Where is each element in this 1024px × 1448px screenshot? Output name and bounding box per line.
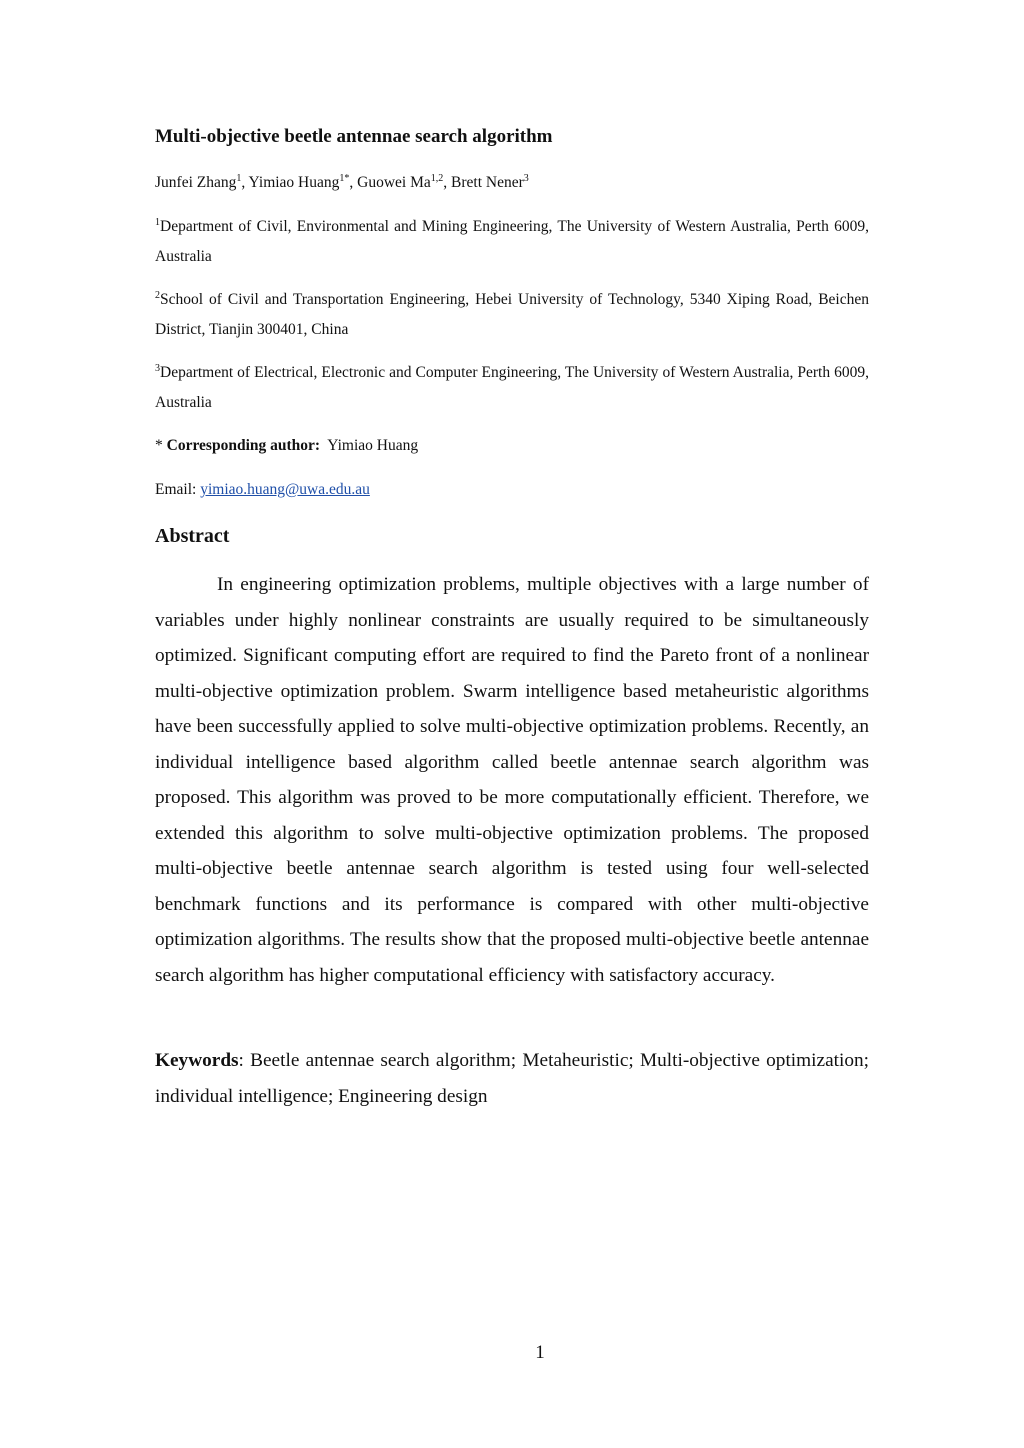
author-affiliation-marker: 1 xyxy=(236,173,242,184)
abstract-heading: Abstract xyxy=(155,525,230,547)
corresponding-name: Yimiao Huang xyxy=(327,437,419,454)
affiliation-number: 3 xyxy=(155,363,160,374)
author-separator: , xyxy=(349,174,358,191)
paper-title: Multi-objective beetle antennae search algorithm xyxy=(155,126,553,147)
author-separator: , xyxy=(241,174,249,191)
author-affiliation-marker: 1* xyxy=(339,173,350,184)
keywords-text: : Beetle antennae search algorithm; Metaheuristic; Multi-objective optimization; individual intelligence; Engineering design xyxy=(155,1050,869,1107)
email-link[interactable]: yimiao.huang@uwa.edu.au xyxy=(200,481,370,498)
email-label: Email: xyxy=(155,481,201,498)
author-name: Junfei Zhang xyxy=(155,174,237,191)
author-name: Guowei Ma xyxy=(357,174,431,191)
corresponding-marker: * xyxy=(155,437,167,454)
author-list xyxy=(155,171,869,195)
paper-page xyxy=(155,0,869,1448)
affiliation-1 xyxy=(155,212,869,271)
page-number: 1 xyxy=(535,1342,545,1363)
keywords xyxy=(155,1043,869,1114)
keywords-label: Keywords xyxy=(155,1050,239,1071)
abstract-text: In engineering optimization problems, multiple objectives with a large number of variables under highly nonlinear constraints are usually required to be simultaneously optimized. Significant computing effort are required to find the Pareto front of a nonlinear multi-objective optimization problem. Swarm intelligence based metaheuristic algorithms have been successfully applied to solve multi-objective optimization problems. Recently, an individual intelligence based algorithm called beetle antennae search algorithm was proposed. This algorithm was proved to be more computationally efficient. Therefore, we extended this algorithm to solve multi-objective optimization problems. The proposed multi-objective beetle antennae search algorithm is tested using four well-selected benchmark functions and its performance is compared with other multi-objective optimization algorithms. The results show that the proposed multi-objective beetle antennae search algorithm has higher computational efficiency with satisfactory accuracy. xyxy=(155,574,869,986)
corresponding-label: Corresponding author: xyxy=(166,437,321,454)
author-name: Yimiao Huang xyxy=(248,174,340,191)
author-affiliation-marker: 1,2 xyxy=(430,173,444,184)
author-separator: , xyxy=(443,174,452,191)
affiliation-number: 2 xyxy=(155,290,160,301)
affiliation-2 xyxy=(155,285,869,344)
author-name: Brett Nener xyxy=(451,174,524,191)
affiliation-text: Department of Civil, Environmental and Mining Engineering, The University of Western Australia, Perth 6009, Australia xyxy=(155,218,869,265)
affiliation-number: 1 xyxy=(155,217,160,228)
affiliation-text: School of Civil and Transportation Engineering, Hebei University of Technology, 5340 Xiping Road, Beichen District, Tianjin 300401, China xyxy=(155,291,869,338)
affiliation-3 xyxy=(155,358,869,417)
author-affiliation-marker: 3 xyxy=(523,173,529,184)
email-line xyxy=(155,478,370,502)
affiliation-text: Department of Electrical, Electronic and Computer Engineering, The University of Western Australia, Perth 6009, Australia xyxy=(155,364,869,411)
corresponding-author xyxy=(155,434,418,458)
